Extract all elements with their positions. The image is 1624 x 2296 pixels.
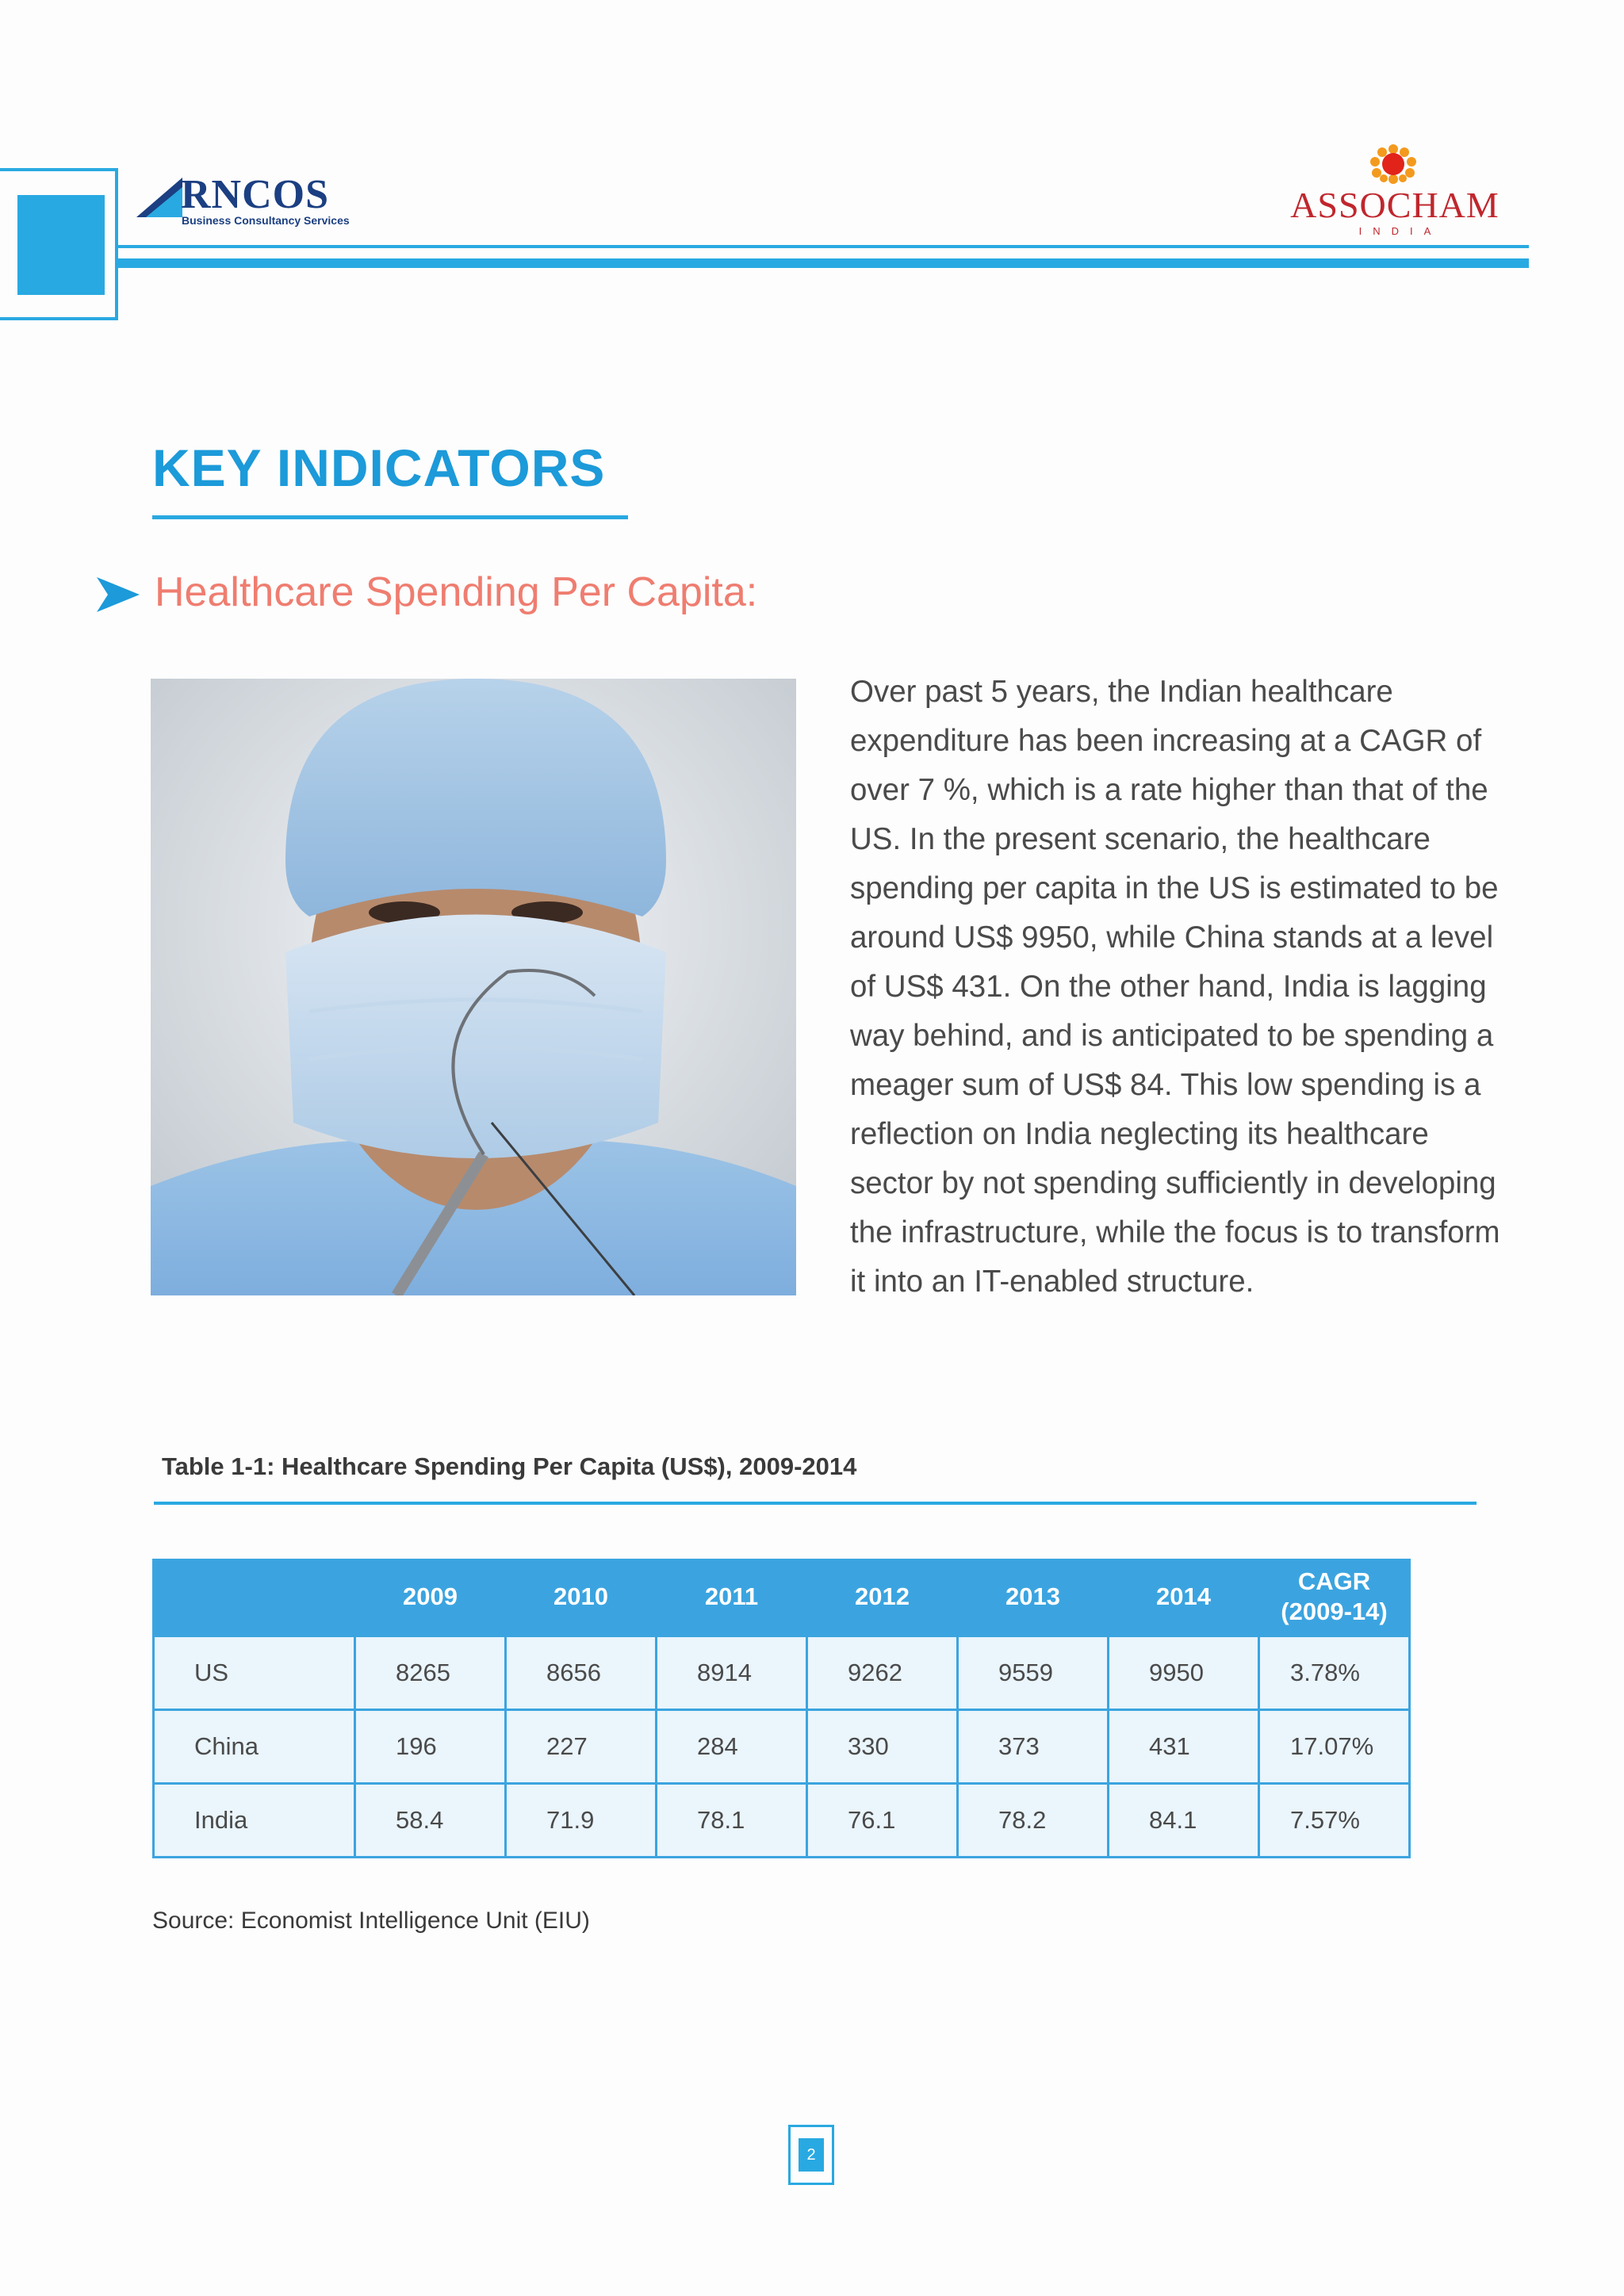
assocham-emblem-icon (1365, 144, 1421, 189)
table-source: Source: Economist Intelligence Unit (EIU) (152, 1908, 590, 1934)
table-header-row (154, 1559, 1410, 1636)
page-number: 2 (799, 2138, 824, 2172)
table-cell: 8914 (657, 1636, 807, 1710)
rncos-wordmark: RNCOS (181, 172, 330, 217)
caption-rule (154, 1502, 1477, 1505)
table-row (154, 1710, 1410, 1784)
section-heading: Healthcare Spending Per Capita: (155, 569, 758, 615)
header-rule-thick (118, 258, 1529, 268)
table-cell: 431 (1109, 1710, 1259, 1784)
table-cell: 9559 (958, 1636, 1109, 1710)
spending-table (152, 1559, 1411, 1858)
title-underline (152, 515, 628, 519)
table-cell: 9262 (807, 1636, 958, 1710)
table-cell: 78.2 (958, 1784, 1109, 1858)
header-cell: 2013 (958, 1559, 1109, 1636)
corner-square (17, 195, 105, 295)
header-rule-thin (118, 245, 1529, 248)
assocham-wordmark: ASSOCHAM (1290, 185, 1500, 225)
header-cell-cagr: CAGR (2009-14) (1259, 1559, 1410, 1636)
header-cell (154, 1559, 355, 1636)
table-cell: 227 (506, 1710, 657, 1784)
table-cell: 8265 (355, 1636, 506, 1710)
table-cell: 78.1 (657, 1784, 807, 1858)
table-cell: 196 (355, 1710, 506, 1784)
rncos-tagline: Business Consultancy Services (182, 214, 350, 227)
table-cell: 330 (807, 1710, 958, 1784)
table-cell: 8656 (506, 1636, 657, 1710)
cagr-cell: 17.07% (1259, 1710, 1410, 1784)
table-cell: 76.1 (807, 1784, 958, 1858)
table-cell: 71.9 (506, 1784, 657, 1858)
body-paragraph: Over past 5 years, the Indian healthcare expenditure has been increasing at a CAGR of over 7 %, which is a rate higher than that of the US. In the present scenario, the healthcare spending per capita in the US is estimated to be around US$ 9950, while China stands at a level of US$ 431. On the other hand, India is lagging way behind, and is anticipated to be spending a meager sum of US$ 84. This low spending is a reflection on India neglecting its healthcare sector by not spending sufficiently in developing the infrastructure, while the focus is to transform it into an IT-enabled structure. (850, 675, 1500, 1299)
header-cell: 2011 (657, 1559, 807, 1636)
table-cell: 9950 (1109, 1636, 1259, 1710)
cagr-cell: 3.78% (1259, 1636, 1410, 1710)
header-cell: 2012 (807, 1559, 958, 1636)
page-number-frame (788, 2125, 834, 2185)
header-cell: 2014 (1109, 1559, 1259, 1636)
table-cell: 373 (958, 1710, 1109, 1784)
table-cell: 84.1 (1109, 1784, 1259, 1858)
table-row (154, 1636, 1410, 1710)
table-row (154, 1784, 1410, 1858)
header-cell: 2010 (506, 1559, 657, 1636)
table-cell: 284 (657, 1710, 807, 1784)
row-label: India (154, 1784, 355, 1858)
table-cell: 58.4 (355, 1784, 506, 1858)
surgeon-photo (151, 679, 796, 1295)
row-label: China (154, 1710, 355, 1784)
page-title: KEY INDICATORS (152, 438, 606, 497)
rncos-logo (136, 173, 366, 228)
assocham-logo (1288, 144, 1502, 239)
table-caption: Table 1-1: Healthcare Spending Per Capita (US$), 2009-2014 (162, 1452, 857, 1480)
row-label: US (154, 1636, 355, 1710)
arrow-right-icon (97, 577, 140, 612)
header-cell: 2009 (355, 1559, 506, 1636)
assocham-subtitle: INDIA (1358, 225, 1442, 237)
rncos-triangle-icon (136, 176, 182, 217)
cagr-cell: 7.57% (1259, 1784, 1410, 1858)
